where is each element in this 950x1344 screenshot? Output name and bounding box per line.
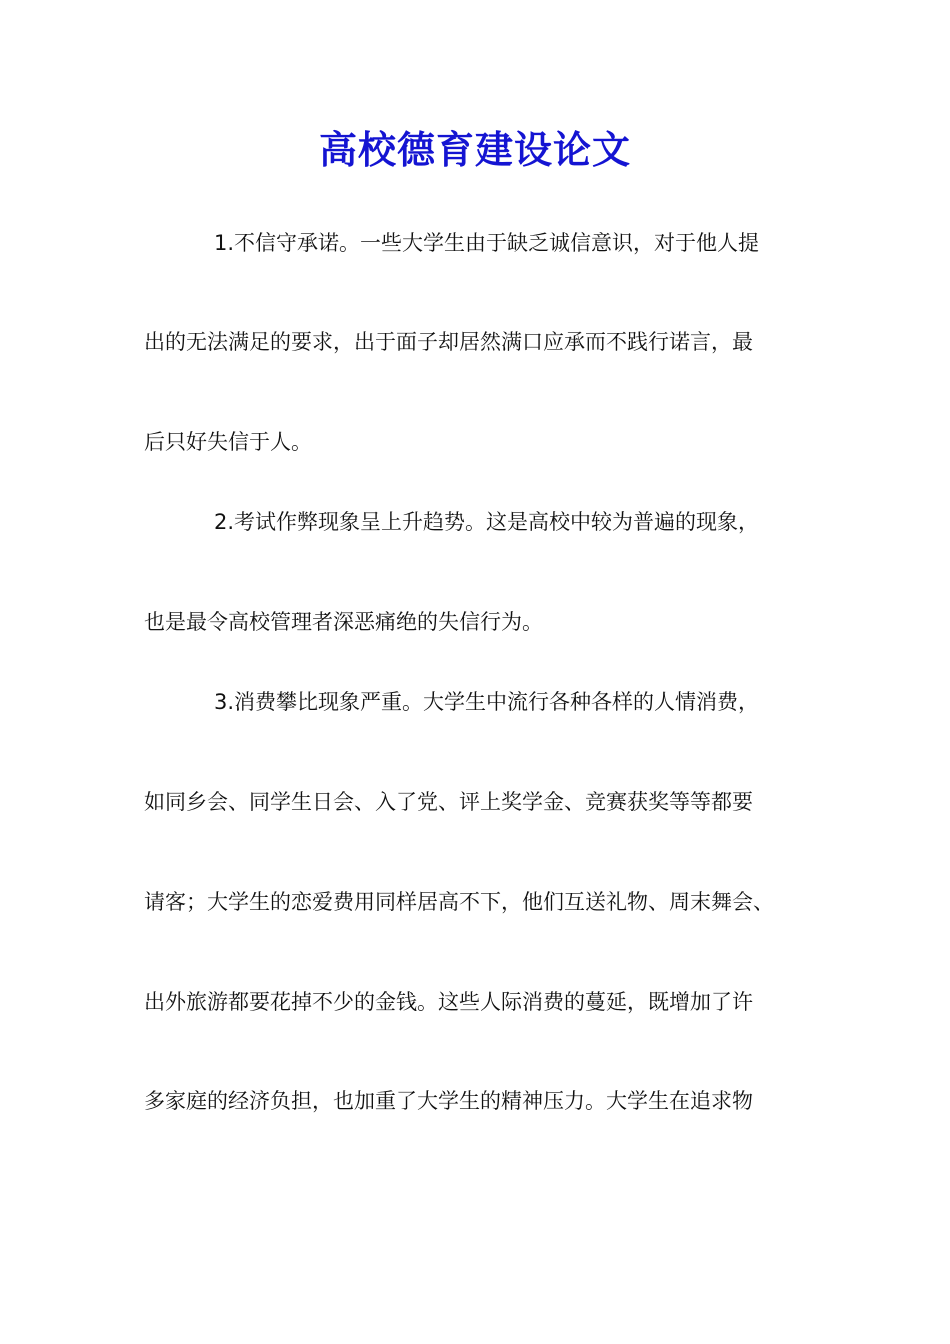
paragraph-2-line-2: 也是最令高校管理者深恶痛绝的失信行为。 (144, 610, 543, 634)
paragraph-3-line-2: 如同乡会、同学生日会、入了党、评上奖学金、竞赛获奖等等都要 (144, 790, 753, 814)
paragraph-2-line-1: 2.考试作弊现象呈上升趋势。这是高校中较为普遍的现象， (214, 510, 760, 534)
paragraph-3-line-1: 3.消费攀比现象严重。大学生中流行各种各样的人情消费， (214, 690, 760, 714)
paragraph-3-line-5: 多家庭的经济负担，也加重了大学生的精神压力。大学生在追求物 (144, 1089, 753, 1113)
paragraph-3-line-4: 出外旅游都要花掉不少的金钱。这些人际消费的蔓延，既增加了许 (144, 990, 753, 1014)
paragraph-3-line-3: 请客；大学生的恋爱费用同样居高不下，他们互送礼物、周末舞会、 (144, 890, 774, 914)
paragraph-1-line-3: 后只好失信于人。 (144, 430, 312, 454)
document-title: 高校德育建设论文 (318, 127, 631, 172)
paragraph-1-line-1: 1.不信守承诺。一些大学生由于缺乏诚信意识，对于他人提 (214, 231, 760, 255)
paragraph-1-line-2: 出的无法满足的要求，出于面子却居然满口应承而不践行诺言，最 (144, 330, 753, 354)
